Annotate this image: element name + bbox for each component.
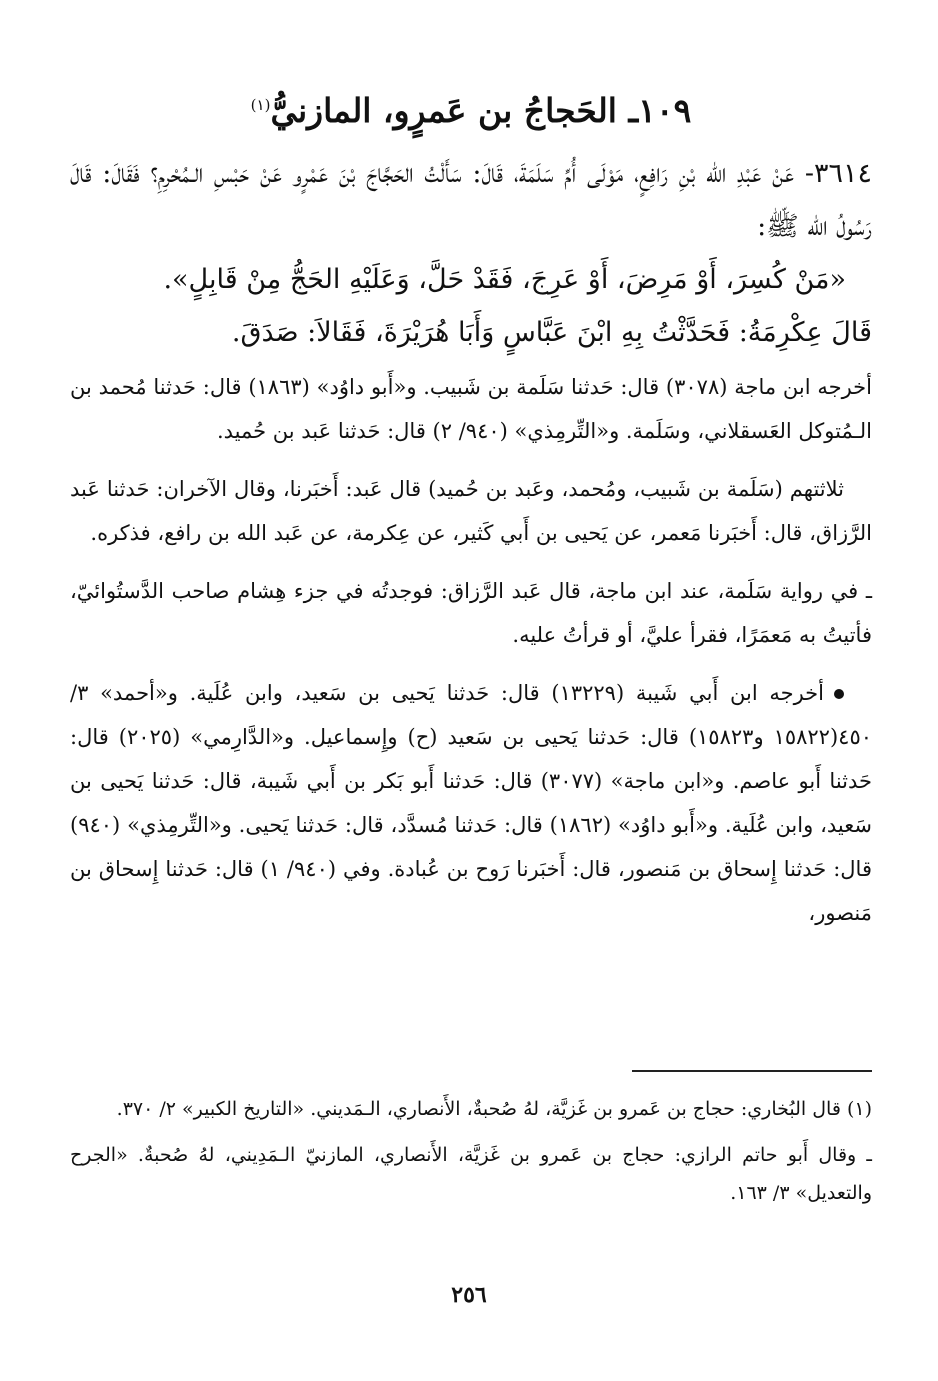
commentary-paragraph-4-text: أخرجه ابن أَبي شَيبة (١٣٢٢٩) قال: حَدثنا يَحيى بن سَعيد، وابن عُلَية. و«أحمد» ٣/ ٤٥٠(١٥٨٢٢ و١٥٨٢٣) قال: حَدثنا يَحيى بن سَعيد (ح) وإِسماعيل. و«الدَّارِمي» (٢٠٢٥) قال: حَدثنا أَبو عاصم. و«ابن ماجة» (٣٠٧٧) قال: حَدثنا أَبو بَكر بن أَبي شَيبة، قال: حَدثنا يَحيى بن سَعيد، وابن عُلَية. و«أَبو داوُد» (١٨٦٢) قال: حَدثنا مُسدَّد، قال: حَدثنا يَحيى. و«التِّرمِذي» (٩٤٠) قال: حَدثنا إِسحاق بن مَنصور، قال: أَخبَرنا رَوح بن عُبادة. وفي (٩٤٠/ ١) قال: حَدثنا إِسحاق بن مَنصور،: [70, 680, 873, 925]
hadith-text: [70, 147, 872, 359]
page-number: ٢٥٦: [451, 1282, 487, 1308]
hadith-isnad: ٣٦١٤- عَنْ عَبْدِ الله بْنِ رَافِعٍ، مَوْلَى أُمِّ سَلَمَةَ، قَالَ: سَأَلْتُ الحَجَّاجَ بْنَ عَمْرٍو عَنْ حَبْسِ الـمُحْرِمِ؟ فَقَالَ: قَالَ رَسُولُ الله ﷺ:: [70, 157, 872, 242]
commentary-paragraph-4: [70, 671, 872, 935]
bullet-icon: [834, 689, 844, 699]
footnote-separator: [632, 1070, 872, 1072]
page-body: [70, 90, 872, 949]
hadith-ikrima-note: قَالَ عِكْرِمَةُ: فَحَدَّثْتُ بِهِ ابْنَ عَبَّاسٍ وَأَبَا هُرَيْرَةَ، فَقَالاَ: صَدَقَ.: [231, 316, 872, 348]
commentary-paragraph-3: ـ في رواية سَلَمة، عند ابن ماجة، قال عَبد الرَّزاق: فوجدتُه في جزء هِشام صاحب الدَّستُوائيّ، فأتيتُ به مَعمَرًا، فقرأ عليَّ، أو قرأتُ عليه.: [70, 578, 872, 647]
chapter-title-text: ١٠٩ـ الحَجاجُ بن عَمرٍو، المازنيُّ: [270, 91, 692, 130]
footnote-2: ـ وقال أَبو حاتم الرازي: حجاج بن عَمرو بن غَزيَّة، الأَنصاري، المازنيّ الـمَدِيني، لهُ صُحبةٌ. «الجرح والتعديل» ٣/ ١٦٣.: [70, 1144, 872, 1204]
footnote-1: (١) قال البُخاري: حجاج بن عَمرو بن غَزيَّة، لهُ صُحبةٌ، الأَنصاري، الـمَديني. «التاريخ الكبير» ٢/ ٣٧٠.: [116, 1098, 872, 1120]
commentary-paragraph-1: أخرجه ابن ماجة (٣٠٧٨) قال: حَدثنا سَلَمة بن شَبيب. و«أَبو داوُد» (١٨٦٣) قال: حَدثنا مُحمد بن الـمُتوكل العَسقلاني، وسَلَمة. و«التِّرمِذي» (٩٤٠/ ٢) قال: حَدثنا عَبد بن حُميد.: [70, 374, 872, 443]
hadith-quote: «مَنْ كُسِرَ، أَوْ مَرِضَ، أَوْ عَرِجَ، فَقَدْ حَلَّ، وَعَلَيْهِ الحَجُّ مِنْ قَابِلٍ».: [163, 263, 846, 295]
commentary-paragraph-2: ثلاثتهم (سَلَمة بن شَبيب، ومُحمد، وعَبد بن حُميد) قال عَبد: أَخبَرنا، وقال الآخران: حَدثنا عَبد الرَّزاق، قال: أَخبَرنا مَعمر، عن يَحيى بن أَبي كَثير، عن عِكرمة، عن عَبد الله بن رافع، فذكره.: [70, 476, 872, 545]
footnotes: [70, 1090, 872, 1220]
chapter-title: [70, 90, 872, 133]
takhrij-commentary: [70, 365, 872, 935]
footnote-reference[interactable]: (١): [250, 96, 271, 114]
